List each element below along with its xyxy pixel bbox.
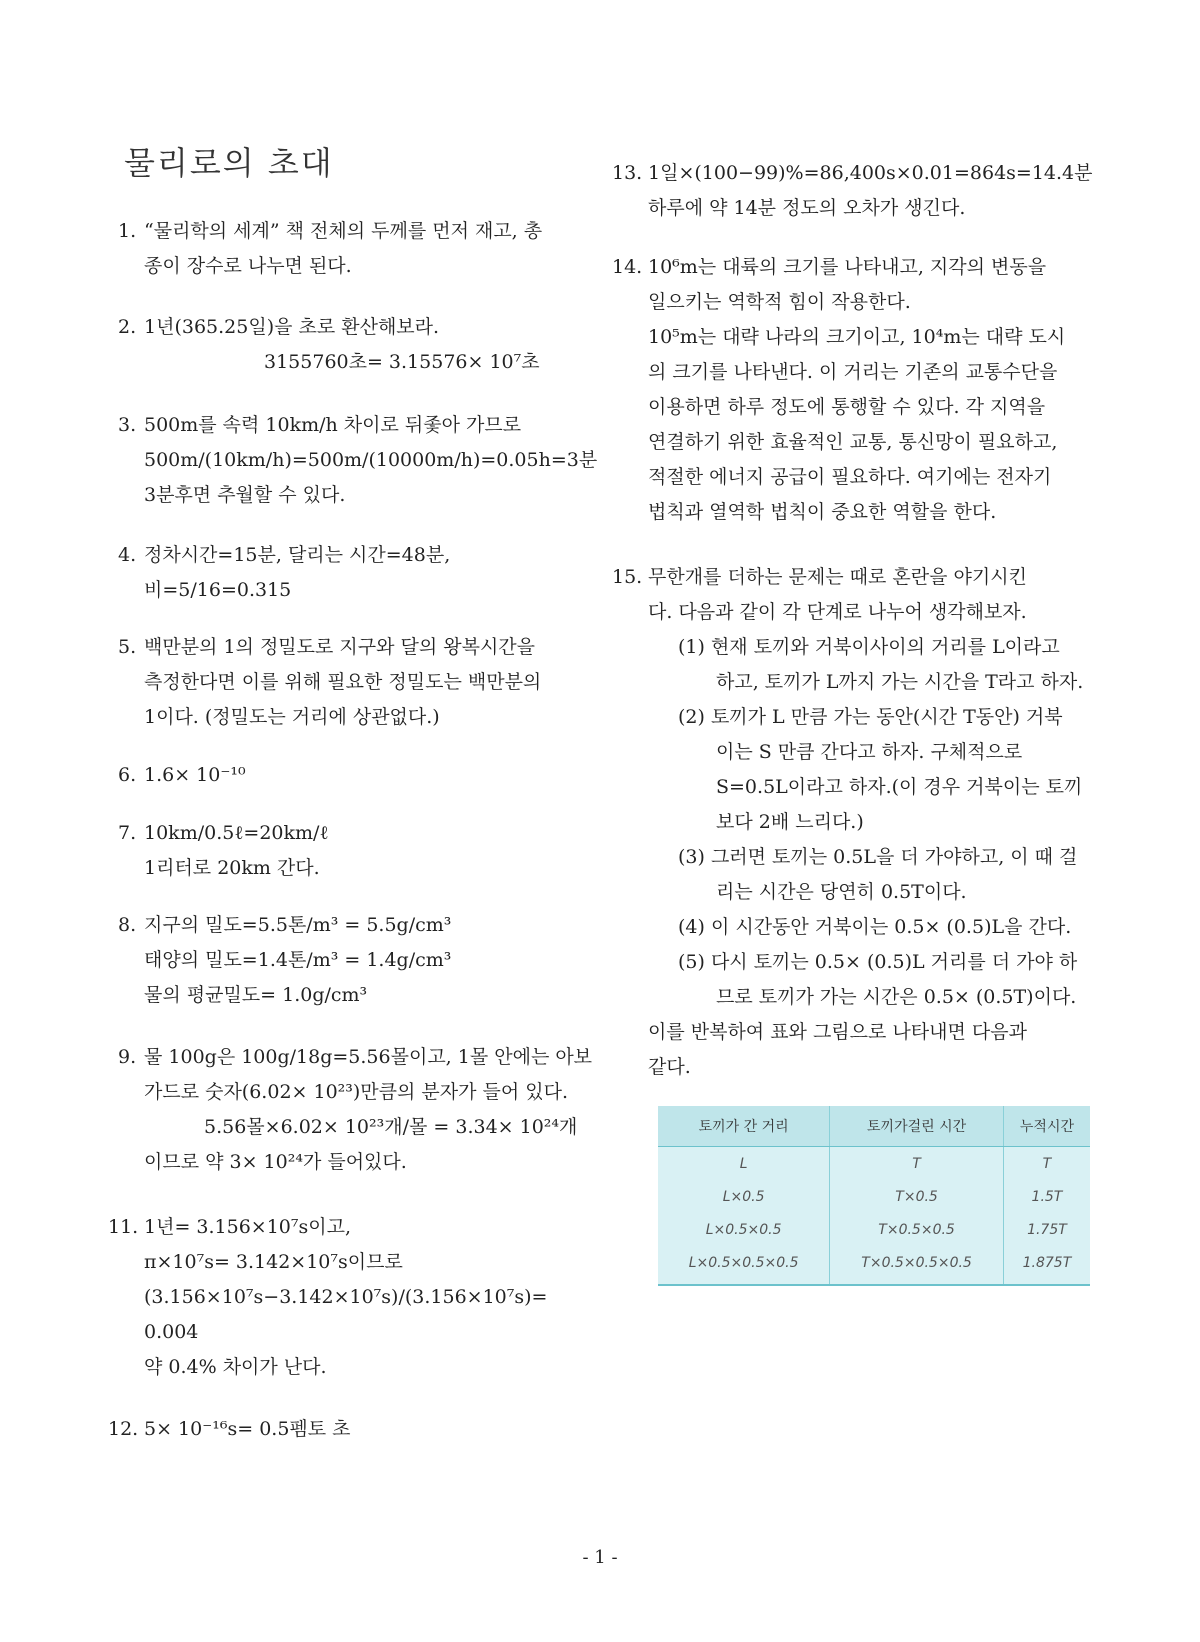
closing-line: 같다. [648,1056,691,1078]
table-row [658,1213,1090,1246]
table-cell: T [830,1147,1004,1181]
table-cell: T×0.5 [830,1180,1004,1213]
step-line: 이는 S 만큼 간다고 하자. 구체적으로 [716,741,1023,763]
item-number: 13. [612,162,643,184]
item-text-line: 비=5/16=0.315 [144,579,292,601]
item-number: 14. [612,256,643,278]
rabbit-turtle-table [658,1106,1090,1286]
item-text-line: 1.6× 10⁻¹⁰ [144,764,246,786]
item-text-line: 1년= 3.156×10⁷s이고, [144,1216,352,1238]
item-number: 8. [118,914,137,936]
item-number: 11. [108,1216,139,1238]
item-number: 12. [108,1418,139,1440]
step-line: S=0.5L이라고 하자.(이 경우 거북이는 토끼 [716,776,1083,798]
table-cell: 1.75T [1027,1221,1067,1238]
table-cell: T×0.5×0.5×0.5 [830,1246,1004,1285]
item-number: 5. [118,636,137,658]
item-body [144,1412,351,1447]
item-text-line: 500m를 속력 10km/h 차이로 뒤좇아 가므로 [144,414,522,436]
item-text-line: π×10⁷s= 3.142×10⁷s이므로 [144,1251,403,1273]
item-text-line: 연결하기 위한 효율적인 교통, 통신망이 필요하고, [648,431,1058,453]
item-body [144,1040,592,1180]
item-body [144,1210,547,1385]
table-cell: L×0.5×0.5 [658,1213,830,1246]
page-number: - 1 - [582,1547,618,1568]
item-text-line: 종이 장수로 나누면 된다. [144,255,352,277]
item-text-line: 1년(365.25일)을 초로 환산해보라. [144,316,440,338]
item-text-line: 물의 평균밀도= 1.0g/cm³ [144,984,368,1006]
table-cell: L [658,1147,830,1181]
item-text-line: 법칙과 열역학 법칙이 중요한 역할을 한다. [648,501,997,523]
item-text-line: 500m/(10km/h)=500m/(10000m/h)=0.05h=3분 [144,449,598,471]
item-body [648,560,1083,1085]
item-text-line: 다. 다음과 같이 각 단계로 나누어 생각해보자. [648,601,1027,623]
step-line: (5) 다시 토끼는 0.5× (0.5)L 거리를 더 가야 하 [678,951,1078,973]
item-text-line: 측정한다면 이를 위해 필요한 정밀도는 백만분의 [144,671,542,693]
item-text-line: 이용하면 하루 정도에 통행할 수 있다. 각 지역을 [648,396,1046,418]
item-body [144,816,329,886]
table-row [658,1147,1090,1181]
item-text-line: 무한개를 더하는 문제는 때로 혼란을 야기시킨 [648,566,1027,588]
table-header-cumulative: 누적시간 [1003,1106,1090,1147]
item-text-line: 적절한 에너지 공급이 필요하다. 여기에는 전자기 [648,466,1052,488]
table-cell: 1.5T [1031,1188,1063,1205]
item-body [144,214,542,284]
item-text-line: 가드로 숫자(6.02× 10²³)만큼의 분자가 들어 있다. [144,1081,569,1103]
step-line: 보다 2배 느리다.) [716,811,864,833]
step-line: (2) 토끼가 L 만큼 가는 동안(시간 T동안) 거북 [678,706,1063,728]
table-cell: L×0.5×0.5×0.5 [658,1246,830,1285]
item-text-line: 태양의 밀도=1.4톤/m³ = 1.4g/cm³ [144,949,452,971]
step-line: 므로 토끼가 가는 시간은 0.5× (0.5T)이다. [716,986,1077,1008]
item-text-line: 하루에 약 14분 정도의 오차가 생긴다. [648,197,966,219]
table-cell: L×0.5 [658,1180,830,1213]
table-row [658,1180,1090,1213]
step-line: (4) 이 시간동안 거북이는 0.5× (0.5)L을 간다. [678,916,1072,938]
item-number: 9. [118,1046,137,1068]
item-number: 6. [118,764,137,786]
item-text-line: 지구의 밀도=5.5톤/m³ = 5.5g/cm³ [144,914,452,936]
table-header-time: 토끼가걸린 시간 [830,1106,1004,1147]
item-text-line: 10⁶m는 대륙의 크기를 나타내고, 지각의 변동을 [648,256,1047,278]
item-text-line: 10⁵m는 대략 나라의 크기이고, 10⁴m는 대략 도시 [648,326,1066,348]
table-cell: 1.875T [1003,1246,1090,1285]
item-text-line: 10km/0.5ℓ=20km/ℓ [144,822,329,844]
step-line: (3) 그러면 토끼는 0.5L을 더 가야하고, 이 때 걸 [678,846,1078,868]
item-body [144,538,450,608]
item-number: 1. [118,220,137,242]
item-body [144,758,246,793]
table-row [658,1246,1090,1285]
item-number: 2. [118,316,137,338]
item-body [648,156,1093,226]
item-text-line: 물 100g은 100g/18g=5.56몰이고, 1몰 안에는 아보 [144,1046,593,1068]
item-text-line: 0.004 [144,1321,199,1343]
item-text-line: 3분후면 추월할 수 있다. [144,484,346,506]
item-text-line: 정차시간=15분, 달리는 시간=48분, [144,544,451,566]
item-text-line: (3.156×10⁷s−3.142×10⁷s)/(3.156×10⁷s)= [144,1286,548,1308]
table-header-distance: 토끼가 간 거리 [658,1106,830,1147]
item-number: 15. [612,566,643,588]
item-text-line: 의 크기를 나타낸다. 이 거리는 기존의 교통수단을 [648,361,1058,383]
formula-line: 5.56몰×6.02× 10²³개/몰 = 3.34× 10²⁴개 [204,1116,578,1138]
item-number: 3. [118,414,137,436]
item-text-line: 약 0.4% 차이가 난다. [144,1356,327,1378]
item-text-line: “물리학의 세계” 책 전체의 두께를 먼저 재고, 총 [144,220,543,242]
item-body [144,630,541,735]
item-body [144,408,597,513]
item-text-line: 일으키는 역학적 힘이 작용한다. [648,291,911,313]
step-line: 리는 시간은 당연히 0.5T이다. [716,881,967,903]
step-line: (1) 현재 토끼와 거북이사이의 거리를 L이라고 [678,636,1060,658]
table-header-row [658,1106,1090,1147]
item-number: 4. [118,544,137,566]
page-title: 물리로의 초대 [124,144,334,182]
item-text-line: 이므로 약 3× 10²⁴가 들어있다. [144,1151,407,1173]
closing-line: 이를 반복하여 표와 그림으로 나타내면 다음과 [648,1021,1027,1043]
table-cell: T×0.5×0.5 [830,1213,1004,1246]
step-line: 하고, 토끼가 L까지 가는 시간을 T라고 하자. [716,671,1084,693]
item-body [144,908,451,1013]
formula-line: 3155760초= 3.15576× 10⁷초 [264,351,540,373]
item-body [144,310,540,380]
item-text-line: 5× 10⁻¹⁶s= 0.5펨토 초 [144,1418,351,1440]
item-text-line: 1이다. (정밀도는 거리에 상관없다.) [144,706,440,728]
item-body [648,250,1065,530]
item-text-line: 1리터로 20km 간다. [144,857,320,879]
item-text-line: 1일×(100−99)%=86,400s×0.01=864s=14.4분 [648,162,1093,184]
table-cell: T [1042,1155,1052,1172]
item-text-line: 백만분의 1의 정밀도로 지구와 달의 왕복시간을 [144,636,536,658]
item-number: 7. [118,822,137,844]
